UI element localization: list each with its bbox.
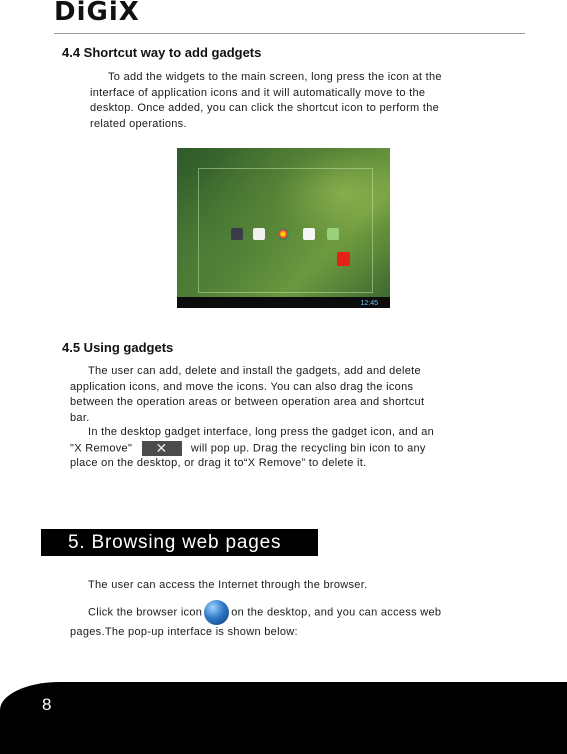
- para-line: "X Remove" ✕ will pop up. Drag the recycling bin icon to any: [70, 439, 426, 456]
- para-line: desktop. Once added, you can click the shortcut icon to perform the: [90, 102, 440, 114]
- para-line: place on the desktop, or drag it to“X Remove” to delete it.: [70, 457, 367, 470]
- para-line: To add the widgets to the main screen, long press the icon at the: [108, 71, 442, 83]
- brand-logo: DiGiX: [54, 0, 140, 27]
- desktop-screenshot: [177, 148, 390, 308]
- section-4-4-paragraph: [90, 70, 490, 132]
- section-4-5-title: 4.5 Using gadgets: [62, 340, 174, 355]
- section-5-paragraph: [70, 578, 500, 640]
- section-4-5-paragraph-1: [70, 364, 486, 426]
- x-remove-icon: ✕: [142, 441, 182, 456]
- para-line: Click the browser icon on the desktop, and you can access web: [70, 600, 500, 625]
- para-line: related operations.: [90, 117, 187, 130]
- para-line: The user can add, delete and install the gadgets, add and delete: [88, 365, 421, 377]
- page-number: 8: [42, 695, 52, 714]
- browser-globe-icon: [204, 600, 229, 625]
- section-4-4-title: 4.4 Shortcut way to add gadgets: [62, 45, 262, 60]
- header-rule: [54, 33, 525, 34]
- para-line: bar.: [70, 411, 90, 424]
- maps-app-icon: [327, 228, 339, 240]
- chrome-app-icon: [277, 228, 289, 240]
- para-line: between the operation areas or between operation area and shortcut: [70, 396, 425, 408]
- status-clock: 12:45: [360, 300, 378, 307]
- section-5-title: 5. Browsing web pages: [41, 529, 318, 556]
- para-line: pages.The pop-up interface is shown below:: [70, 625, 298, 638]
- para-line: interface of application icons and it will automatically move to the: [90, 86, 426, 99]
- para-line: application icons, and move the icons. You can also drag the icons: [70, 380, 414, 393]
- camera-app-icon: [231, 228, 243, 240]
- youtube-app-icon: [337, 252, 350, 266]
- page-footer: [0, 682, 567, 754]
- para-line: In the desktop gadget interface, long press the gadget icon, and an: [88, 426, 435, 438]
- system-bar: [177, 297, 390, 308]
- section-4-5-paragraph-2: [70, 425, 490, 472]
- play-store-app-icon: [303, 228, 315, 240]
- para-line: The user can access the Internet through the browser.: [88, 579, 368, 591]
- gmail-app-icon: [253, 228, 265, 240]
